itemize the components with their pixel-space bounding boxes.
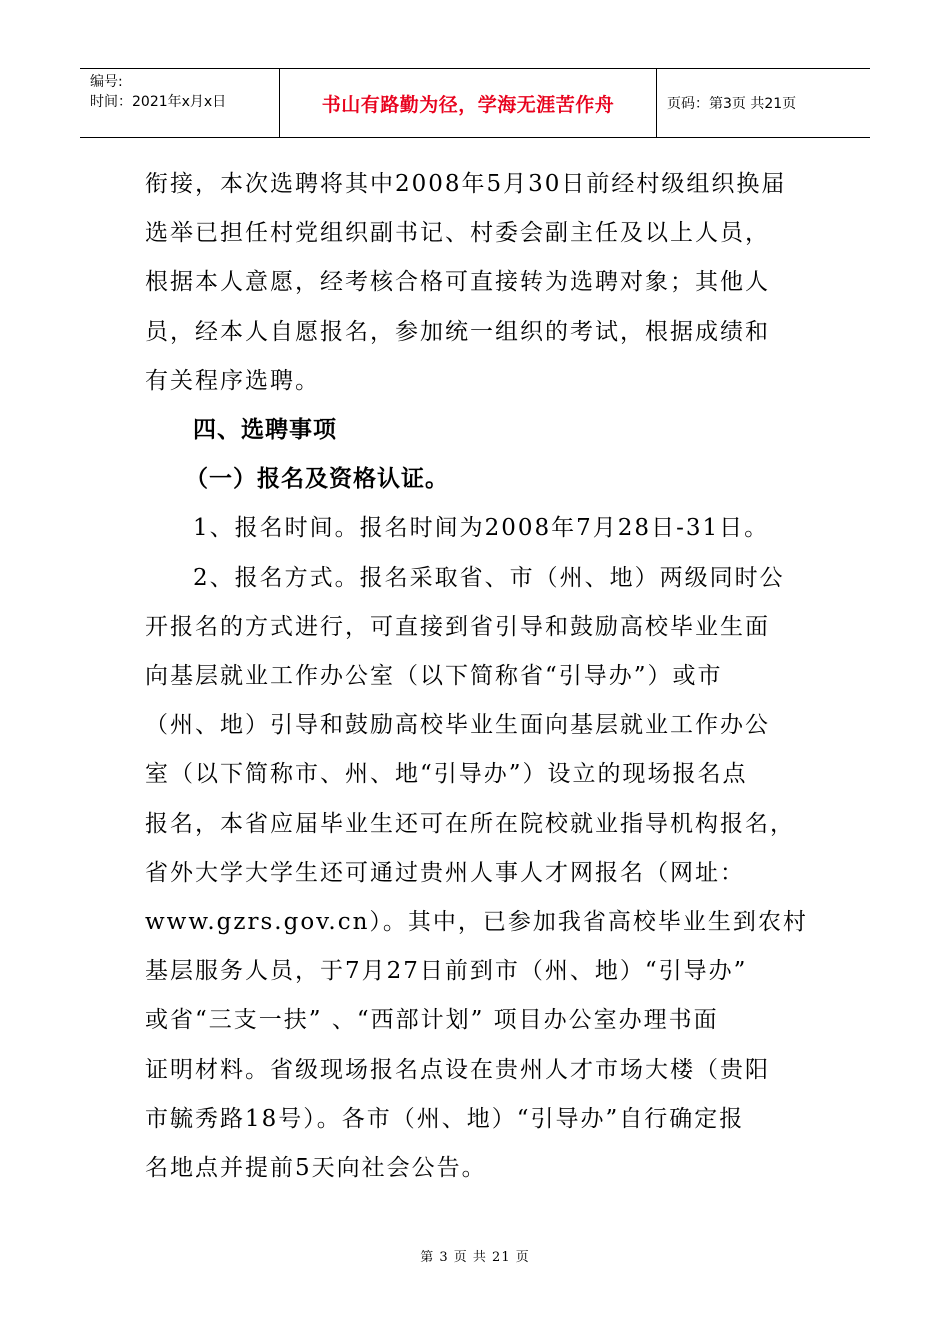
header-meta — [80, 69, 280, 137]
body-line: 市毓秀路18号）。各市（州、地）“引导办”自行确定报 — [145, 1105, 745, 1132]
document-body — [145, 160, 810, 1193]
subsection-heading: （一）报名及资格认证。 — [185, 466, 449, 493]
body-line: 基层服务人员，于7月27日前到市（州、地）“引导办” — [145, 958, 748, 985]
body-line: 证明材料。省级现场报名点设在贵州人才市场大楼（贵阳 — [145, 1056, 770, 1083]
body-line: 名地点并提前5天向社会公告。 — [145, 1155, 487, 1182]
body-line: 衔接，本次选聘将其中2008年5月30日前经村级组织换届 — [145, 171, 787, 197]
body-line: 省外大学大学生还可通过贵州人事人才网报名（网址： — [145, 859, 745, 886]
body-line: 报名，本省应届毕业生还可在所在院校就业指导机构报名， — [145, 810, 795, 837]
body-line: 向基层就业工作办公室（以下简称省“引导办”）或市 — [145, 663, 723, 690]
document-number-label: 编号: — [90, 74, 123, 90]
body-line: 室（以下简称市、州、地“引导办”）设立的现场报名点 — [145, 761, 748, 788]
body-line: 根据本人意愿，经考核合格可直接转为选聘对象；其他人 — [145, 269, 770, 296]
page-header — [80, 68, 870, 138]
body-line: 有关程序选聘。 — [145, 367, 320, 394]
body-line: www.gzrs.gov.cn）。其中，已参加我省高校毕业生到农村 — [145, 909, 808, 936]
section-heading: 四、选聘事项 — [193, 417, 337, 444]
body-line: 选举已担任村党组织副书记、村委会副主任及以上人员， — [145, 220, 770, 247]
body-line: （州、地）引导和鼓励高校毕业生面向基层就业工作办公 — [145, 712, 770, 739]
body-line: 或省“三支一扶” 、“西部计划” 项目办公室办理书面 — [145, 1007, 719, 1034]
body-line: 1、报名时间。报名时间为2008年7月28日-31日。 — [193, 515, 770, 542]
document-time: 时间：2021年x月x日 — [90, 94, 227, 110]
body-line: 员，经本人自愿报名，参加统一组织的考试，根据成绩和 — [145, 318, 770, 345]
page-footer: 第 3 页 共 21 页 — [420, 1250, 530, 1265]
body-line: 开报名的方式进行，可直接到省引导和鼓励高校毕业生面 — [145, 613, 770, 640]
header-motto: 书山有路勤为径，学海无涯苦作舟 — [280, 69, 657, 137]
body-line: 2、报名方式。报名采取省、市（州、地）两级同时公 — [193, 564, 785, 591]
header-page-info: 页码：第3页 共21页 — [667, 96, 797, 112]
